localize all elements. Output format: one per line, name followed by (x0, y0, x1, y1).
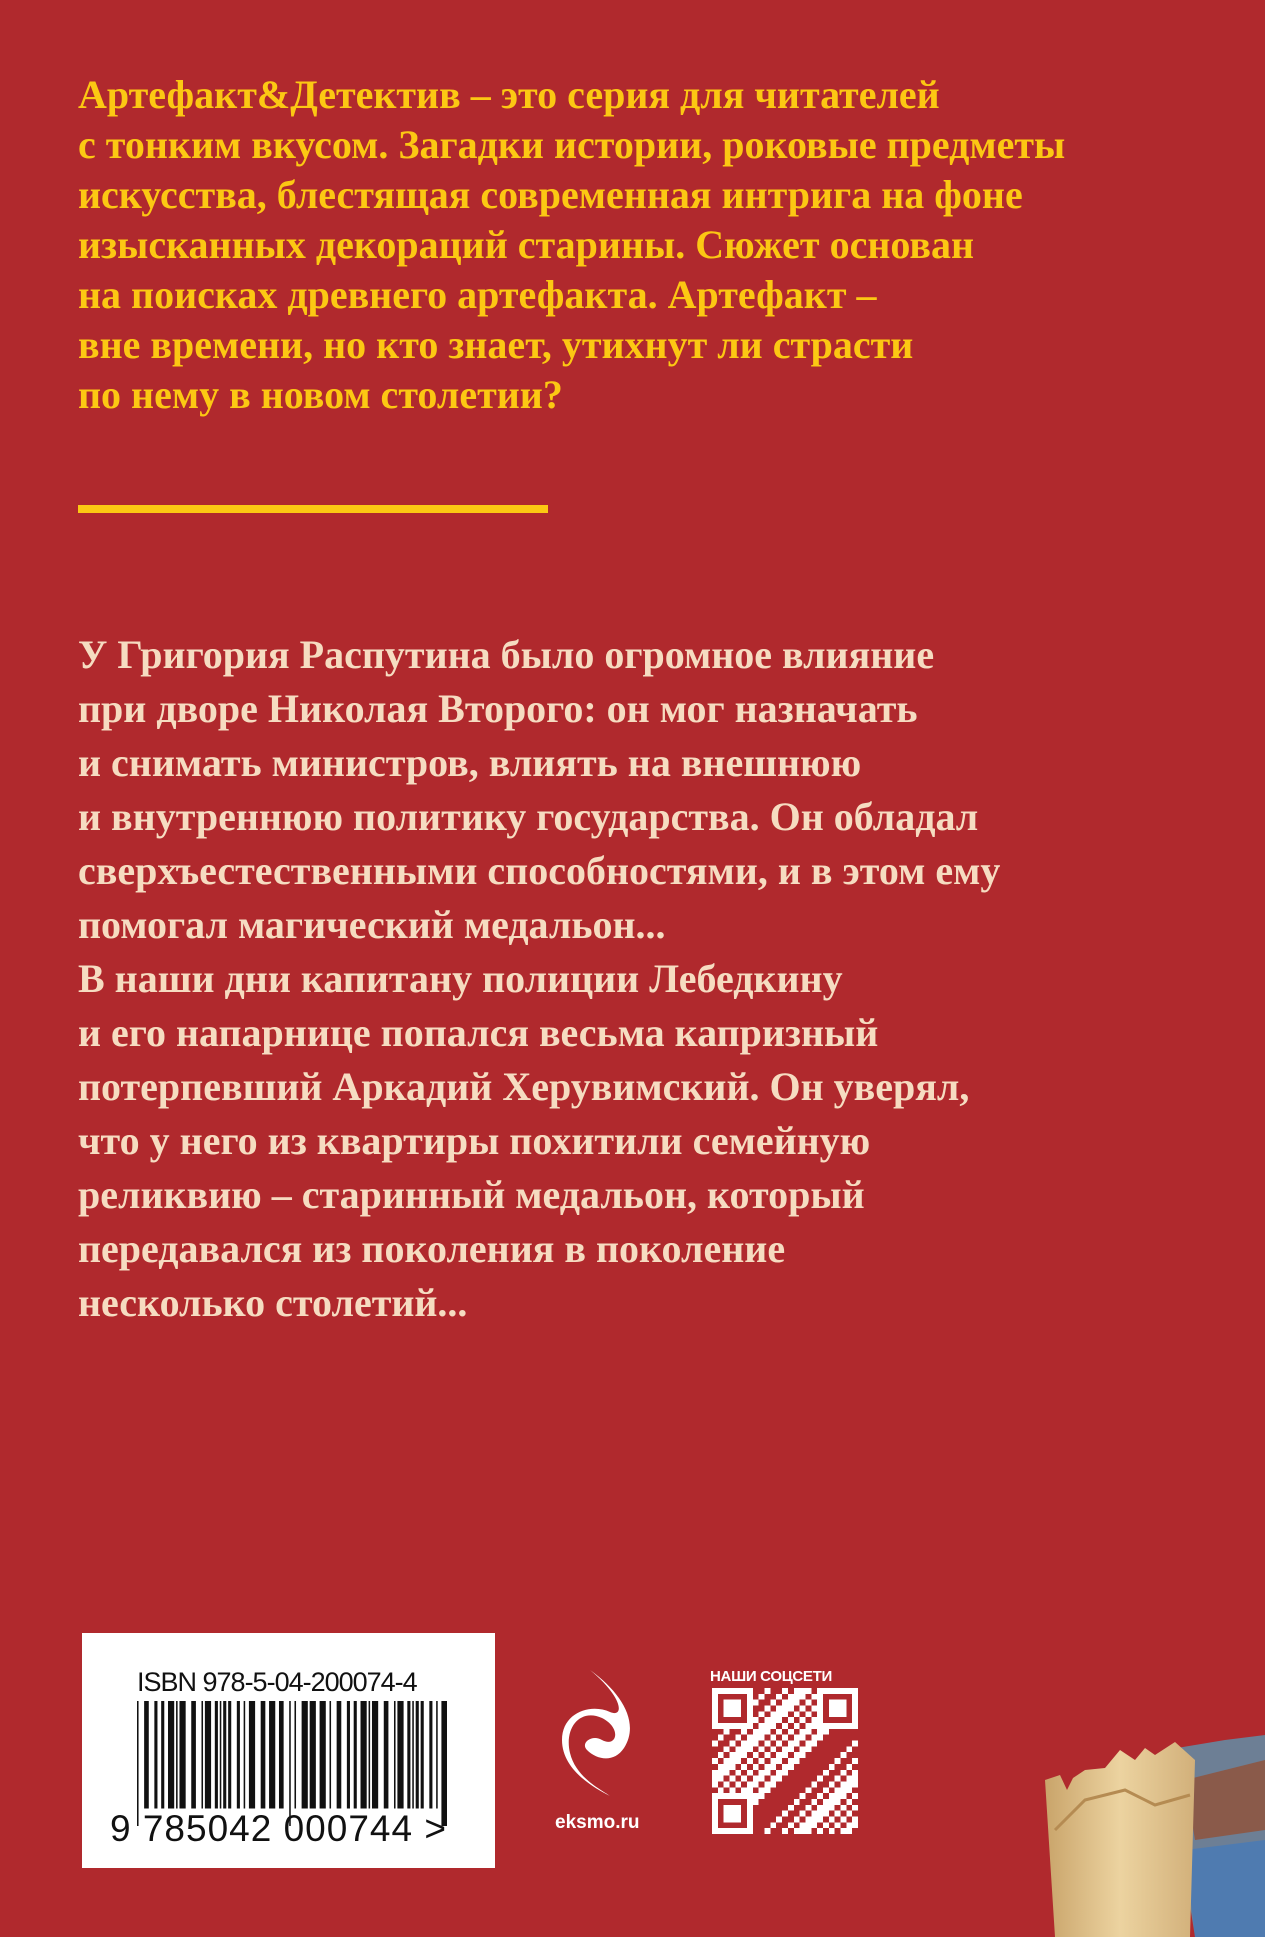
text-line: при дворе Николая Второго: он мог назначать (78, 686, 918, 731)
barcode-bar (384, 1701, 389, 1809)
text-line: сверхъестественными способностями, и в этом ему (78, 848, 1001, 893)
barcode-bar (372, 1701, 378, 1809)
barcode-bar (279, 1701, 284, 1809)
barcode-bar (179, 1701, 185, 1809)
barcode-bar (354, 1701, 357, 1809)
social-label: НАШИ СОЦСЕТИ (710, 1668, 832, 1685)
barcode-bar (237, 1701, 240, 1809)
barcode-bar (269, 1701, 275, 1809)
text-line: и снимать министров, влиять на внешнюю (78, 740, 862, 785)
barcode-bar (361, 1701, 367, 1809)
isbn-label: ISBN 978-5-04-200074-4 (137, 1667, 417, 1697)
scroll-illustration-icon (1045, 1720, 1265, 1937)
text-line: вне времени, но кто знает, утихнут ли страсти (78, 322, 914, 367)
barcode-bar (330, 1701, 332, 1809)
barcode-bar (397, 1701, 403, 1809)
book-synopsis (78, 628, 1000, 1330)
eksmo-logo-icon (562, 1668, 642, 1798)
barcode-bar (161, 1701, 164, 1809)
barcode-bar (215, 1701, 218, 1809)
barcode-bar (347, 1701, 350, 1809)
barcode-bar (205, 1701, 211, 1809)
barcode-bar (249, 1701, 255, 1809)
barcode-bar (168, 1701, 174, 1809)
qr-code-icon[interactable] (712, 1688, 858, 1834)
barcode-bar (294, 1701, 296, 1809)
barcode-bar (220, 1701, 222, 1809)
barcode-bar (154, 1701, 157, 1809)
text-line: помогал магический медальон... (78, 902, 666, 947)
barcode-bar (412, 1701, 414, 1809)
barcode-bar (244, 1701, 246, 1809)
text-line: и внутреннюю политику государства. Он обладал (78, 794, 979, 839)
barcode-bar (436, 1701, 438, 1809)
barcode-bar (310, 1701, 316, 1809)
text-line: изысканных декораций старины. Сюжет основан (78, 222, 975, 267)
barcode-bar (416, 1701, 419, 1809)
text-line: В наши дни капитану полиции Лебедкину (78, 956, 843, 1001)
text-line: потерпевший Аркадий Херувимский. Он уверял, (78, 1064, 970, 1109)
text-line: по нему в новом столетии? (78, 372, 563, 417)
publisher-website[interactable]: eksmo.ru (555, 1812, 640, 1833)
text-line: искусства, блестящая современная интрига на фоне (78, 172, 1023, 217)
text-line: с тонким вкусом. Загадки истории, роковые предметы (78, 122, 1066, 167)
barcode-bar (369, 1701, 371, 1809)
barcode-bar (176, 1701, 178, 1809)
text-line: на поисках древнего артефакта. Артефакт – (78, 272, 877, 317)
barcode-bar (261, 1701, 266, 1809)
barcode-bar (407, 1701, 410, 1809)
text-line: реликвию – старинный медальон, который (78, 1172, 865, 1217)
barcode-bar (302, 1701, 308, 1809)
barcode-bar (223, 1701, 226, 1809)
text-line: что у него из квартиры похитили семейную (78, 1118, 871, 1163)
divider (78, 505, 548, 513)
text-line: У Григория Распутина было огромное влияние (78, 632, 935, 677)
text-line: Артефакт&Детектив – это серия для читателей (78, 72, 940, 117)
series-description (78, 70, 1065, 420)
ean-digits: 9 785042 000744 > (110, 1808, 447, 1849)
barcode-box (82, 1633, 495, 1868)
text-line: несколько столетий... (78, 1280, 468, 1325)
barcode-bar (201, 1701, 203, 1809)
barcode-bar (144, 1701, 149, 1809)
text-line: передавался из поколения в поколение (78, 1226, 786, 1271)
barcode-bar (421, 1701, 424, 1809)
barcode-bar (337, 1701, 342, 1809)
barcode-bar (429, 1701, 432, 1809)
text-line: и его напарнице попался весьма капризный (78, 1010, 879, 1055)
barcode-bar (320, 1701, 326, 1809)
barcode-bar (394, 1701, 396, 1809)
barcode-bar (191, 1701, 196, 1809)
barcode-bar (228, 1701, 231, 1809)
